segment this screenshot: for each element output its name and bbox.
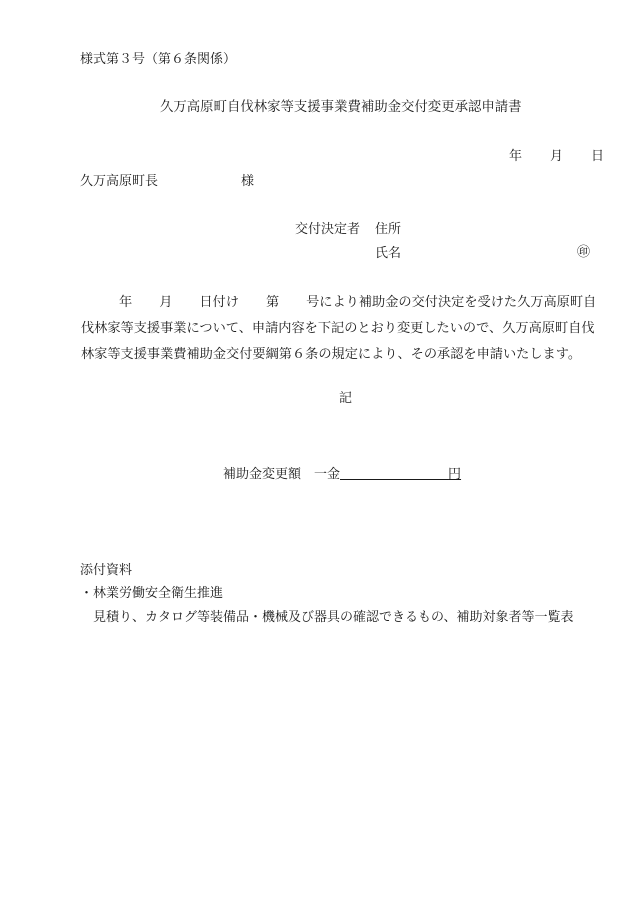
body-line-2: 伐林家等支援事業について、申請内容を下記のとおり変更したいので、久万高原町自伐 [81, 321, 595, 336]
attachments-heading: 添付資料 [80, 563, 133, 578]
amount-prefix: 一金 [314, 467, 341, 482]
body-date: 日付け [199, 295, 239, 310]
date-month: 月 [550, 149, 564, 164]
document-title: 久万高原町自伐林家等支援事業費補助金交付変更承認申請書 [160, 100, 522, 115]
body-number: 第 [265, 295, 280, 310]
amount-label: 補助金変更額 [223, 467, 302, 482]
applicant-role: 交付決定者 [295, 222, 361, 237]
body-line-1 [81, 290, 615, 316]
body-line-3: 林家等支援事業費補助金交付要綱第６条の規定により、その承認を申請いたします。 [81, 347, 582, 362]
body-month: 月 [159, 295, 173, 310]
addressee-honorific: 様 [241, 174, 255, 189]
amount-line [223, 465, 461, 481]
amount-blank [340, 465, 448, 480]
attachment-item: ・林業労働安全衛生推進 [80, 586, 224, 601]
amount-unit: 円 [448, 467, 462, 482]
date-year: 年 [509, 149, 523, 164]
form-label: 様式第３号（第６条関係） [80, 52, 237, 67]
attachment-detail: 見積り、カタログ等装備品・機械及び器具の確認できるもの、補助対象者等一覧表 [93, 610, 574, 625]
seal-mark: ㊞ [577, 245, 591, 260]
ki-heading: 記 [339, 391, 353, 406]
addressee-name: 久万高原町長 [80, 174, 159, 189]
address-label: 住所 [375, 222, 402, 237]
name-label: 氏名 [375, 246, 402, 261]
date-day: 日 [591, 149, 605, 164]
body-line-1-rest: 号により補助金の交付決定を受けた久万高原町自 [306, 295, 597, 310]
body-year: 年 [119, 295, 133, 310]
body-paragraph [81, 290, 615, 368]
